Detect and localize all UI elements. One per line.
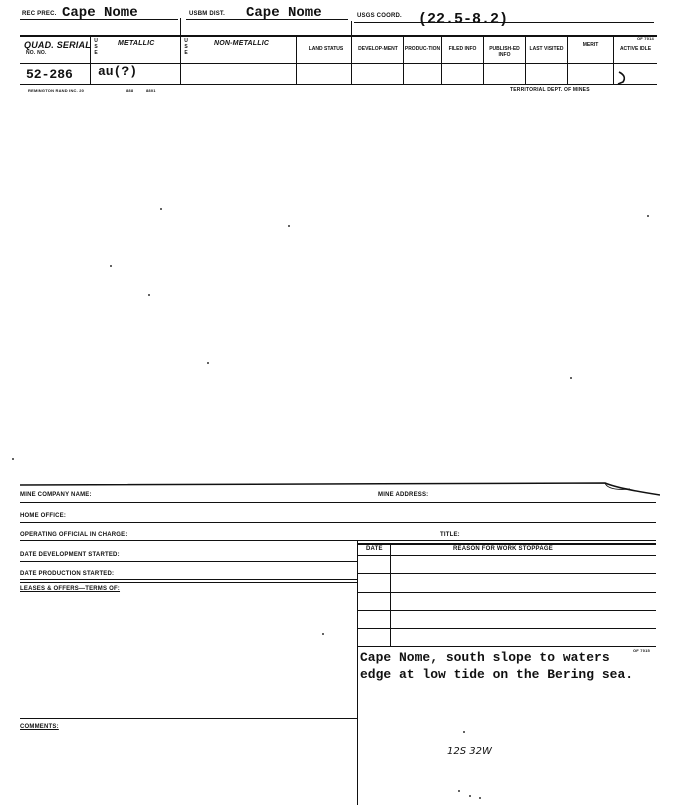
usgs-coord-value: (22.5-8.2): [418, 11, 509, 28]
merit-header: MERIT: [582, 42, 599, 48]
active-mark-icon: [615, 70, 631, 86]
land-status-header: LAND STATUS: [308, 46, 344, 52]
date-col-header: DATE: [366, 546, 383, 552]
serial-no-header: NO. NO.: [26, 50, 47, 56]
active-idle-header: ACTIVE IDLE: [619, 46, 652, 52]
use-right-header: U S E: [184, 38, 188, 56]
comments-label: COMMENTS:: [20, 724, 59, 730]
published-info-header: PUBLISH-ED INFO: [489, 46, 520, 58]
location-line-2: edge at low tide on the Bering sea.: [360, 667, 634, 682]
operating-official-label: OPERATING OFFICIAL IN CHARGE:: [20, 532, 128, 538]
reason-col-header: REASON FOR WORK STOPPAGE: [453, 546, 553, 552]
date-dev-started-label: DATE DEVELOPMENT STARTED:: [20, 552, 120, 558]
rec-prec-value: Cape Nome: [62, 5, 138, 21]
home-office-label: HOME OFFICE:: [20, 513, 67, 519]
printer-code-1: 888: [126, 88, 134, 93]
leases-offers-label: LEASES & OFFERS—TERMS OF:: [20, 586, 121, 592]
usbm-dist-label: USBM DIST.: [189, 11, 226, 17]
mine-address-label: MINE ADDRESS:: [378, 492, 429, 498]
mine-company-name-label: MINE COMPANY NAME:: [20, 492, 92, 498]
production-header: PRODUC-TION: [404, 46, 441, 52]
usgs-coord-label: USGS COORD.: [357, 13, 402, 19]
card-top-edge: [20, 475, 660, 500]
printer-code-2: 8801: [146, 88, 156, 93]
use-left-header: U S E: [94, 38, 98, 56]
metallic-value: au(?): [98, 64, 138, 79]
quad-no-header: QUAD. SERIAL: [24, 40, 91, 50]
usbm-dist-value: Cape Nome: [246, 5, 322, 21]
printer-name: REMINGTON RAND INC. 20: [28, 88, 85, 93]
handwritten-township: 12S 32W: [447, 746, 492, 757]
date-prod-started-label: DATE PRODUCTION STARTED:: [20, 571, 115, 577]
title-label: TITLE:: [440, 532, 460, 538]
last-visited-header: LAST VISITED: [529, 46, 564, 52]
rec-prec-label: REC PREC.: [22, 11, 57, 17]
form-code-bottom: OF 7015: [633, 648, 650, 653]
non-metallic-header: NON-METALLIC: [214, 40, 270, 47]
location-line-1: Cape Nome, south slope to waters: [360, 650, 610, 665]
metallic-header: METALLIC: [118, 40, 155, 47]
department-name: TERRITORIAL DEPT. OF MINES: [510, 87, 590, 93]
quad-serial-value: 52-286: [26, 67, 73, 82]
development-header: DEVELOP-MENT: [358, 46, 398, 52]
filed-info-header: FILED INFO: [448, 46, 477, 52]
form-code-top: OF 7014: [637, 36, 654, 41]
